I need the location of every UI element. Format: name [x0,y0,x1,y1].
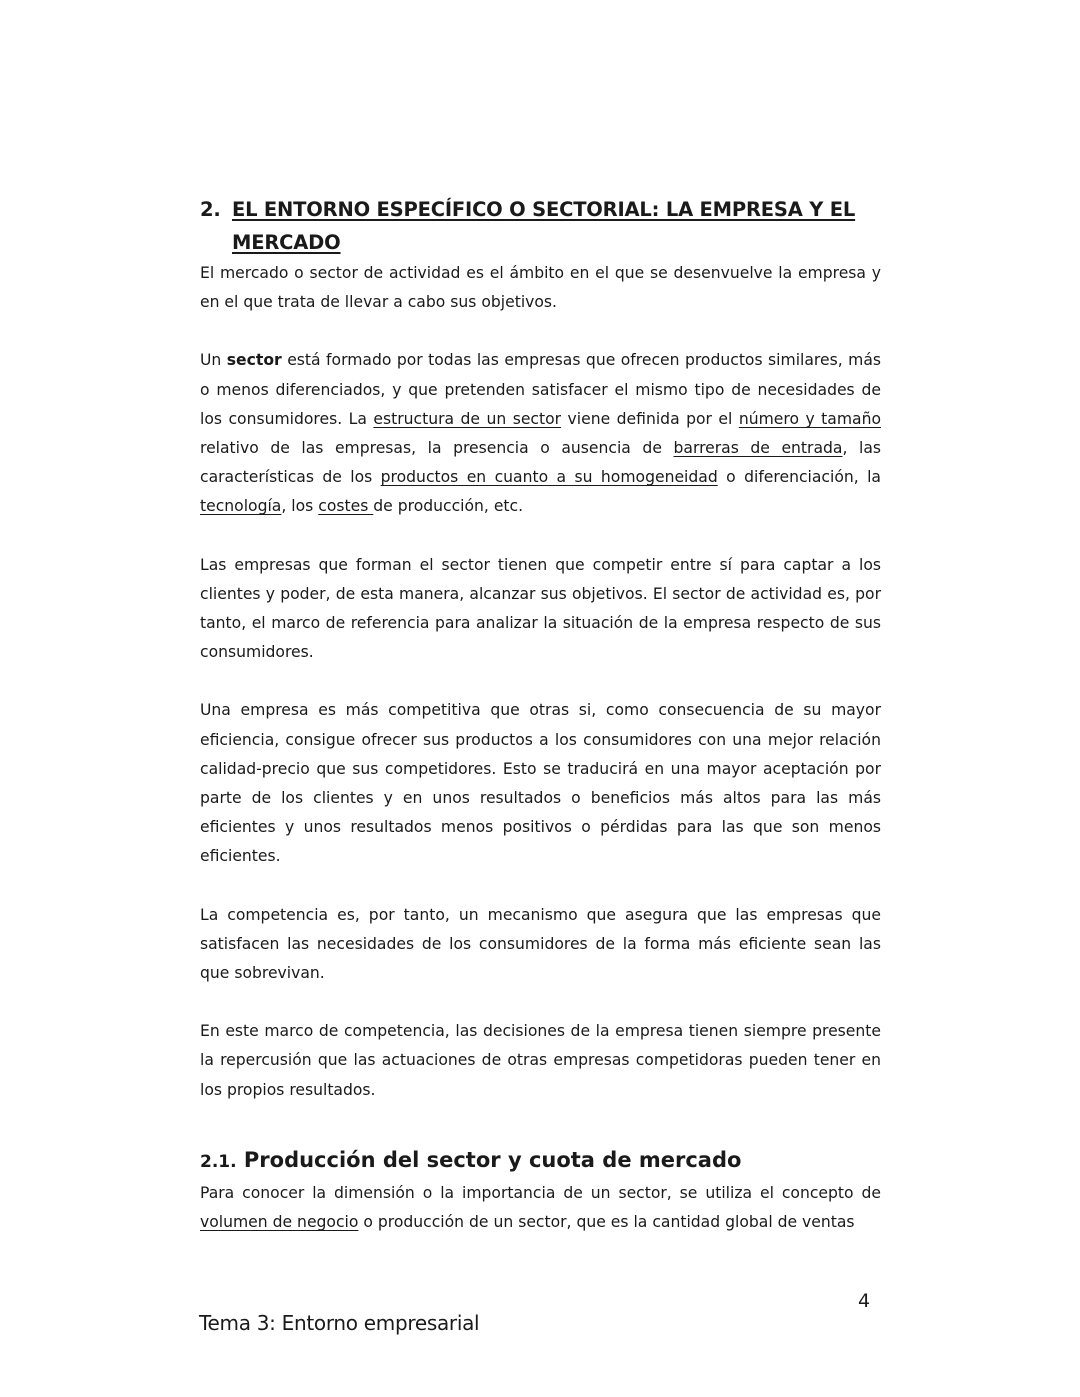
paragraph-mechanism: La competencia es, por tanto, un mecanismo que asegura que las empresas que satisfacen las necesidades de los consumidores de la forma más eficiente sean las que sobrevivan. [200,905,881,983]
underlined-term: costes [318,497,374,516]
subsection-heading [200,1143,881,1179]
paragraph-sector-definition [200,346,881,521]
underlined-term: estructura de un sector [373,409,562,428]
page-footer: Tema 3: Entorno empresarial [199,1311,480,1335]
text-run: está formado por todas las empresas que ofrecen productos similares, más o menos diferenciados, y que pretenden satisfacer el mismo tipo de necesidades de los consumidores. La [200,351,881,428]
page-content [200,193,881,1237]
paragraph-competitiveness: Una empresa es más competitiva que otras si, como consecuencia de su mayor eficiencia, consigue ofrecer sus productos a los consumidores con una mejor relación calidad-precio que sus competidores. Esto se traducirá en una mayor aceptación por parte de los clientes y en unos resultados o beneficios más altos para las más eficientes y unos resultados menos positivos o pérdidas para las que son menos eficientes. [200,701,881,866]
text-run: o diferenciación, la [717,468,881,487]
section-heading [200,193,881,259]
underlined-term: tecnología [200,497,282,516]
subsection-title: Producción del sector y cuota de mercado [236,1147,742,1172]
underlined-term: número y tamaño [738,409,881,428]
text-run: relativo de las empresas, la presencia o ausencia de [200,439,674,458]
text-run: , las características de los [200,439,881,487]
text-run: de producción, etc. [373,497,524,516]
paragraph-market-definition: El mercado o sector de actividad es el ámbito en el que se desenvuelve la empresa y en el que trata de llevar a cabo sus objetivos. [200,264,881,312]
text-run: o producción de un sector, que es la cantidad global de ventas [358,1213,855,1232]
text-run: Un [200,351,227,370]
page-number: 4 [858,1290,871,1312]
section-number: 2. [200,198,221,221]
underlined-term: volumen de negocio [200,1213,359,1232]
text-run: viene definida por el [561,409,739,428]
bold-term-sector: sector [226,351,282,370]
text-run: Para conocer la dimensión o la importancia de un sector, se utiliza el concepto de [200,1183,881,1202]
underlined-term: productos en cuanto a su homogeneidad [380,468,718,487]
text-run: , los [281,497,319,516]
underlined-term: barreras de entrada [673,439,843,458]
subsection-number: 2.1. [200,1151,237,1172]
paragraph-business-volume [200,1179,881,1237]
section-title: EL ENTORNO ESPECÍFICO O SECTORIAL: LA EMPRESA Y EL MERCADO [232,198,856,254]
paragraph-decisions: En este marco de competencia, las decisiones de la empresa tienen siempre presente la repercusión que las actuaciones de otras empresas competidoras pueden tener en los propios resultados. [200,1022,881,1099]
paragraph-competition: Las empresas que forman el sector tienen que competir entre sí para captar a los clientes y poder, de esta manera, alcanzar sus objetivos. El sector de actividad es, por tanto, el marco de referencia para analizar la situación de la empresa respecto de sus consumidores. [200,555,881,662]
